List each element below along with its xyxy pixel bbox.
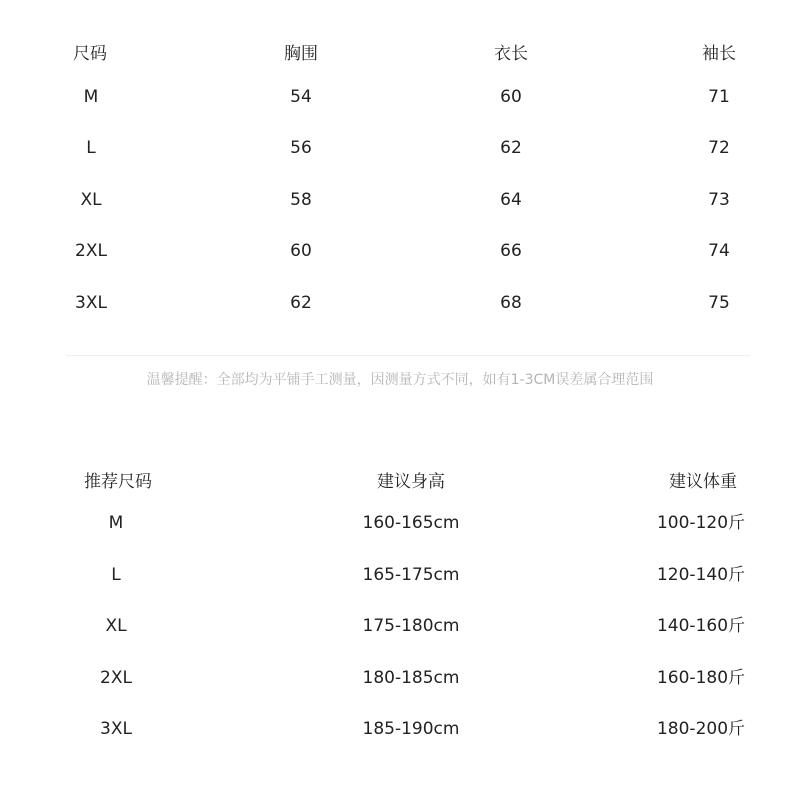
size-header-length: 衣长 <box>494 44 528 64</box>
height-cell: 185-190cm <box>362 719 460 739</box>
length-cell: 66 <box>500 241 522 261</box>
size-header-sleeve: 袖长 <box>702 44 736 64</box>
measurement-note: 温馨提醒：全部均为平铺手工测量，因测量方式不同，如有1-3CM误差属合理范围 <box>146 372 654 388</box>
chest-cell: 62 <box>290 293 312 313</box>
length-cell: 60 <box>500 87 522 107</box>
recommend-size-cell: M <box>108 513 124 533</box>
height-cell: 165-175cm <box>362 565 460 585</box>
size-cell: 2XL <box>75 241 107 261</box>
size-cell: M <box>83 87 99 107</box>
sleeve-cell: 72 <box>708 138 730 158</box>
size-cell: 3XL <box>75 293 107 313</box>
recommend-size-cell: XL <box>105 616 127 636</box>
divider <box>66 355 750 356</box>
chest-cell: 56 <box>290 138 312 158</box>
size-cell: L <box>86 138 96 158</box>
recommend-header-weight: 建议体重 <box>669 472 737 492</box>
recommend-size-cell: 3XL <box>100 719 132 739</box>
recommend-header-size: 推荐尺码 <box>84 472 152 492</box>
height-cell: 175-180cm <box>362 616 460 636</box>
recommend-header-height: 建议身高 <box>377 472 445 492</box>
length-cell: 62 <box>500 138 522 158</box>
chest-cell: 60 <box>290 241 312 261</box>
length-cell: 64 <box>500 190 522 210</box>
weight-cell: 180-200斤 <box>656 719 746 739</box>
weight-cell: 100-120斤 <box>656 513 746 533</box>
size-header-chest: 胸围 <box>284 44 318 64</box>
sleeve-cell: 73 <box>708 190 730 210</box>
height-cell: 180-185cm <box>362 668 460 688</box>
sleeve-cell: 74 <box>708 241 730 261</box>
weight-cell: 160-180斤 <box>656 668 746 688</box>
size-cell: XL <box>80 190 102 210</box>
recommend-size-cell: L <box>111 565 121 585</box>
chest-cell: 54 <box>290 87 312 107</box>
size-header-size: 尺码 <box>73 44 107 64</box>
weight-cell: 140-160斤 <box>656 616 746 636</box>
weight-cell: 120-140斤 <box>656 565 746 585</box>
sleeve-cell: 75 <box>708 293 730 313</box>
length-cell: 68 <box>500 293 522 313</box>
chest-cell: 58 <box>290 190 312 210</box>
recommend-size-cell: 2XL <box>100 668 132 688</box>
sleeve-cell: 71 <box>708 87 730 107</box>
height-cell: 160-165cm <box>362 513 460 533</box>
